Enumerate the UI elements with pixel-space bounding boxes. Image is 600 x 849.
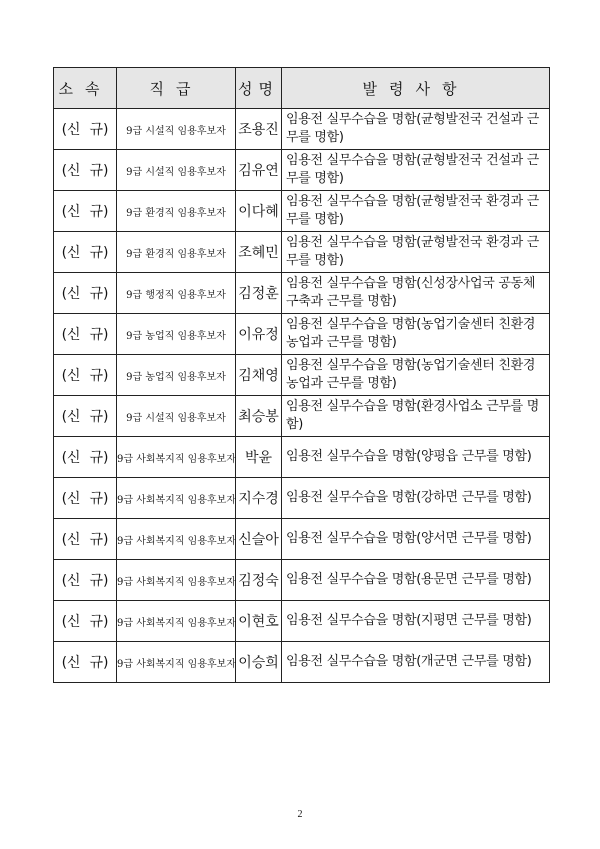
order-cell: 임용전 실무수습을 명함(환경사업소 근무를 명함) (282, 396, 550, 437)
table-header-row (54, 68, 550, 109)
name-cell: 신슬아 (236, 519, 282, 560)
position-cell: 9급 시설직 임용후보자 (117, 109, 236, 150)
dept-cell: (신 규) (54, 560, 117, 601)
name-cell: 김정숙 (236, 560, 282, 601)
dept-cell: (신 규) (54, 314, 117, 355)
dept-cell: (신 규) (54, 519, 117, 560)
dept-cell: (신 규) (54, 601, 117, 642)
order-cell: 임용전 실무수습을 명함(개군면 근무를 명함) (282, 642, 550, 683)
name-cell: 이유정 (236, 314, 282, 355)
dept-cell: (신 규) (54, 437, 117, 478)
position-cell: 9급 시설직 임용후보자 (117, 150, 236, 191)
position-cell: 9급 행정직 임용후보자 (117, 273, 236, 314)
name-cell: 지수경 (236, 478, 282, 519)
order-cell: 임용전 실무수습을 명함(균형발전국 환경과 근무를 명함) (282, 191, 550, 232)
name-cell: 김유연 (236, 150, 282, 191)
table-row (54, 478, 550, 519)
table-row (54, 437, 550, 478)
name-cell: 박윤 (236, 437, 282, 478)
page-number: 2 (297, 809, 303, 820)
dept-cell: (신 규) (54, 191, 117, 232)
table-row (54, 314, 550, 355)
order-cell: 임용전 실무수습을 명함(양평읍 근무를 명함) (282, 437, 550, 478)
position-cell: 9급 사회복지직 임용후보자 (117, 519, 236, 560)
order-cell: 임용전 실무수습을 명함(강하면 근무를 명함) (282, 478, 550, 519)
order-cell: 임용전 실무수습을 명함(양서면 근무를 명함) (282, 519, 550, 560)
name-cell: 최승봉 (236, 396, 282, 437)
table-row (54, 150, 550, 191)
name-cell: 이다혜 (236, 191, 282, 232)
header-name: 성명 (236, 68, 282, 109)
table-row (54, 601, 550, 642)
position-cell: 9급 사회복지직 임용후보자 (117, 437, 236, 478)
dept-cell: (신 규) (54, 396, 117, 437)
order-cell: 임용전 실무수습을 명함(신성장사업국 공동체구축과 근무를 명함) (282, 273, 550, 314)
dept-cell: (신 규) (54, 273, 117, 314)
order-cell: 임용전 실무수습을 명함(농업기술센터 친환경농업과 근무를 명함) (282, 314, 550, 355)
position-cell: 9급 환경직 임용후보자 (117, 232, 236, 273)
header-position: 직급 (117, 68, 236, 109)
table-row (54, 191, 550, 232)
position-cell: 9급 환경직 임용후보자 (117, 191, 236, 232)
order-cell: 임용전 실무수습을 명함(지평면 근무를 명함) (282, 601, 550, 642)
name-cell: 이승희 (236, 642, 282, 683)
dept-cell: (신 규) (54, 232, 117, 273)
position-cell: 9급 사회복지직 임용후보자 (117, 478, 236, 519)
table-row (54, 642, 550, 683)
order-cell: 임용전 실무수습을 명함(균형발전국 환경과 근무를 명함) (282, 232, 550, 273)
table-row (54, 273, 550, 314)
dept-cell: (신 규) (54, 642, 117, 683)
position-cell: 9급 농업직 임용후보자 (117, 355, 236, 396)
table-row (54, 232, 550, 273)
order-cell: 임용전 실무수습을 명함(균형발전국 건설과 근무를 명함) (282, 150, 550, 191)
table-row (54, 396, 550, 437)
dept-cell: (신 규) (54, 150, 117, 191)
table-row (54, 355, 550, 396)
position-cell: 9급 시설직 임용후보자 (117, 396, 236, 437)
header-dept: 소속 (54, 68, 117, 109)
position-cell: 9급 농업직 임용후보자 (117, 314, 236, 355)
name-cell: 조용진 (236, 109, 282, 150)
position-cell: 9급 사회복지직 임용후보자 (117, 642, 236, 683)
table-row (54, 109, 550, 150)
dept-cell: (신 규) (54, 109, 117, 150)
order-cell: 임용전 실무수습을 명함(균형발전국 건설과 근무를 명함) (282, 109, 550, 150)
name-cell: 김정훈 (236, 273, 282, 314)
order-cell: 임용전 실무수습을 명함(농업기술센터 친환경농업과 근무를 명함) (282, 355, 550, 396)
dept-cell: (신 규) (54, 355, 117, 396)
table-row (54, 519, 550, 560)
position-cell: 9급 사회복지직 임용후보자 (117, 601, 236, 642)
appointment-table (53, 67, 550, 683)
name-cell: 조혜민 (236, 232, 282, 273)
position-cell: 9급 사회복지직 임용후보자 (117, 560, 236, 601)
header-order: 발령사항 (282, 68, 550, 109)
table-row (54, 560, 550, 601)
order-cell: 임용전 실무수습을 명함(용문면 근무를 명함) (282, 560, 550, 601)
name-cell: 이현호 (236, 601, 282, 642)
name-cell: 김채영 (236, 355, 282, 396)
dept-cell: (신 규) (54, 478, 117, 519)
